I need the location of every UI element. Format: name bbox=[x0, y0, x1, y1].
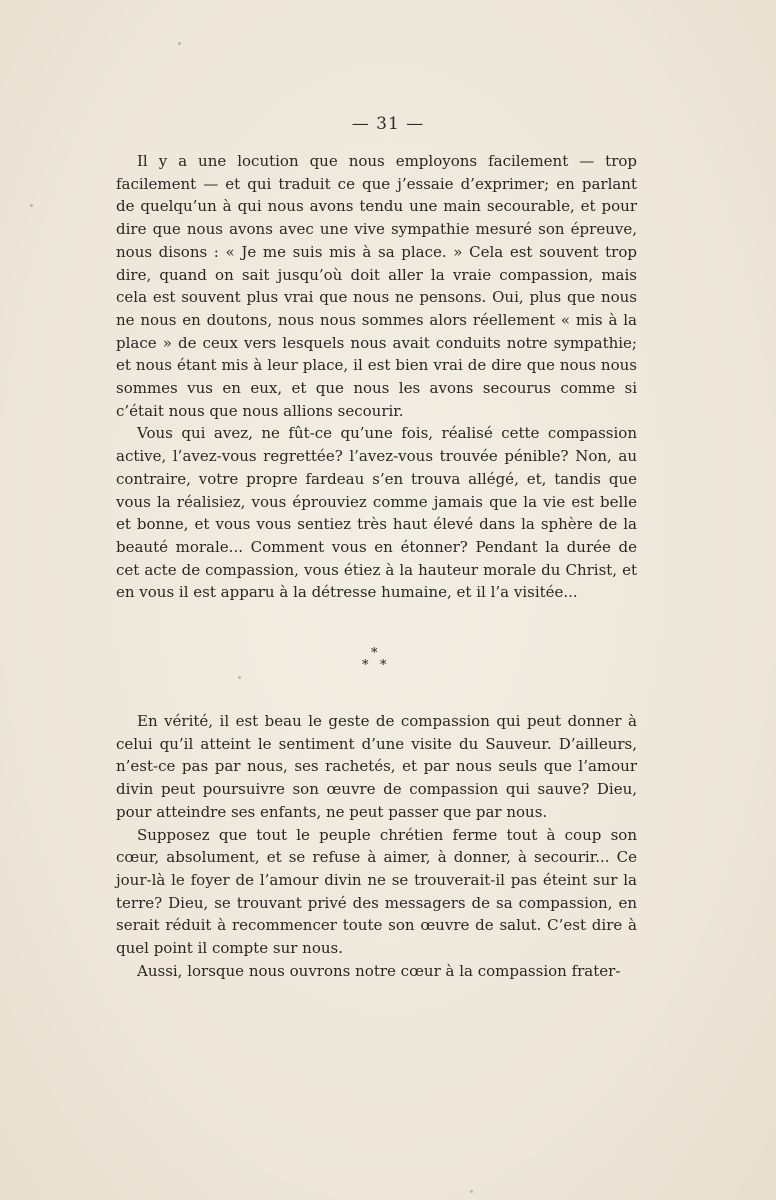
paragraph: Supposez que tout le peuple chrétien ferme tout à coup son cœur, absolument, et se refuse à aimer, à donner, à secourir... Ce jour-là le foyer de l’amour divin ne se trouverait-il pas éteint sur la terre? Dieu, se trouvant privé des messagers de sa compassion, en serait réduit à recommencer toute son œuvre de salut. C’est dire à quel point il compte sur nous. bbox=[116, 825, 637, 958]
asterism-star: * bbox=[380, 658, 387, 673]
paragraph: Il y a une locution que nous employons facilement — trop facilement — et qui traduit ce que j’essaie d’exprimer; en parlant de quelqu’un à qui nous avons tendu une main secourable, et pour dire que nous avons avec une vive sympathie mesuré son épreuve, nous disons : « Je me suis mis à sa place. » Cela est souvent trop dire, quand on sait jusqu’où doit aller la vraie compassion, mais cela est souvent plus vrai que nous ne pensons. Oui, plus que nous ne nous en doutons, nous nous sommes alors réellement « mis à la place » de ceux vers lesquels nous avait conduits notre sympathie; et nous étant mis à leur place, il est bien vrai de dire que nous nous sommes vus en eux, et que nous les avons secourus comme si c’était nous que nous allions secourir. bbox=[116, 152, 637, 420]
paper-speck bbox=[30, 204, 33, 207]
paper-speck bbox=[470, 1190, 473, 1193]
paper-speck bbox=[238, 676, 241, 679]
asterism-star: * bbox=[362, 658, 369, 673]
asterism-star: * bbox=[371, 646, 378, 661]
text-block-after-break bbox=[116, 710, 637, 982]
section-break-asterism bbox=[0, 646, 776, 680]
paragraph: Aussi, lorsque nous ouvrons notre cœur à la compassion frater- bbox=[137, 961, 621, 980]
text-block-before-break bbox=[116, 150, 637, 604]
paper-speck bbox=[178, 42, 181, 45]
paragraph: Vous qui avez, ne fût-ce qu’une fois, réalisé cette compassion active, l’avez-vous regrettée? l’avez-vous trouvée pénible? Non, au contraire, votre propre fardeau s’en trouva allégé, et, tandis que vous la réalisiez, vous éprouviez comme jamais que la vie est belle et bonne, et vous vous sentiez très haut élevé dans la sphère de la beauté morale... Comment vous en étonner? Pendant la durée de cet acte de compassion, vous étiez à la hauteur morale du Christ, et en vous il est apparu à la détresse humaine, et il l’a visitée... bbox=[116, 424, 637, 602]
paragraph: En vérité, il est beau le geste de compassion qui peut donner à celui qu’il atteint le sentiment d’une visite du Sauveur. D’ailleurs, n’est-ce pas par nous, ses rachetés, et par nous seuls que l’amour divin peut poursuivre son œuvre de compassion qui sauve? Dieu, pour atteindre ses enfants, ne peut passer que par nous. bbox=[116, 712, 637, 821]
page-number: — 31 — bbox=[351, 114, 425, 134]
